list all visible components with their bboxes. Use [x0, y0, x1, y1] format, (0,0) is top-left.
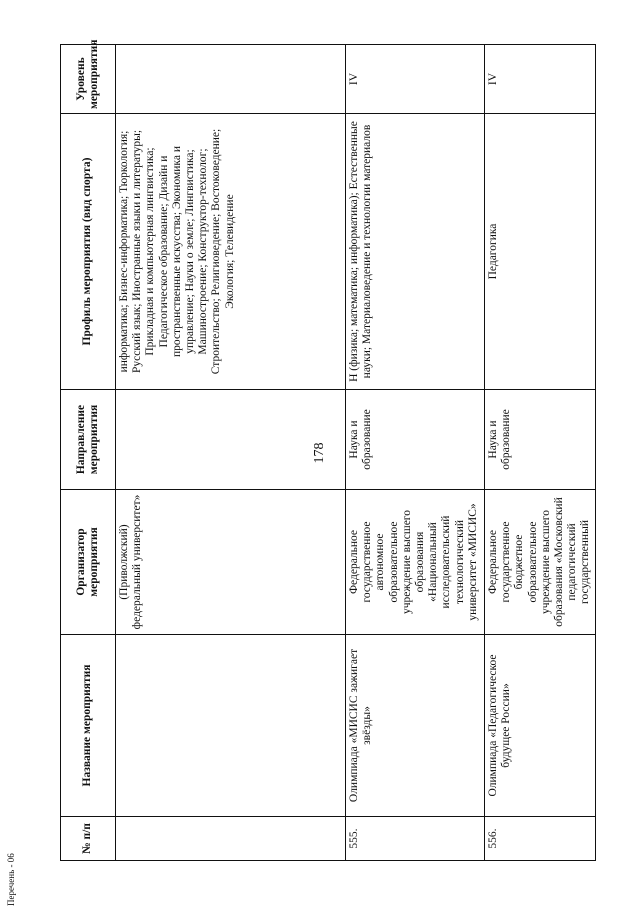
table-row — [346, 45, 485, 861]
header-profile: Профиль мероприятия (вид спорта) — [61, 114, 116, 390]
header-level: Уровень мероприятия — [61, 45, 116, 114]
header-direction: Направление мероприятия — [61, 390, 116, 490]
row-organizer: (Приволжский) федеральный университет» — [116, 490, 346, 635]
row-organizer: Федеральное государственное бюджетное образовательное учреждение высшего образования «Московский педагогический государственный — [485, 490, 596, 635]
row-profile: Педагогика — [485, 114, 596, 390]
row-name: Олимпиада «Педагогическое будущее России» — [485, 635, 596, 817]
row-level: IV — [346, 45, 485, 114]
row-direction: Наука и образование — [346, 390, 485, 490]
row-level — [116, 45, 346, 114]
header-name: Название мероприятия — [61, 635, 116, 817]
row-direction: Наука и образование — [485, 390, 596, 490]
row-organizer: Федеральное государственное автономное образовательное учреждение высшего образования «Национальный исследовательский технологический университет «МИСИС» — [346, 490, 485, 635]
row-num — [116, 817, 346, 861]
events-table-rotated — [60, 39, 592, 861]
footer-code: Перечень - 06 — [6, 853, 16, 906]
table-header-row — [61, 45, 116, 861]
row-name — [116, 635, 346, 817]
events-table — [60, 39, 596, 861]
row-num: 556. — [485, 817, 596, 861]
header-num: № п/п — [61, 817, 116, 861]
row-name: Олимпиада «МИСИС зажигает звёзды» — [346, 635, 485, 817]
table-row — [116, 45, 346, 861]
row-direction — [116, 390, 346, 490]
row-num: 555. — [346, 817, 485, 861]
row-level: IV — [485, 45, 596, 114]
events-table-wrapper — [60, 39, 592, 861]
table-row — [485, 45, 596, 861]
page-number: 178 — [312, 442, 327, 464]
row-profile: информатика; Бизнес-информатика; Тюркология; Русский язык; Иностранные языки и литературы; Прикладная и компьютерная лингвистика; Педагогическое образование; Дизайн и пространственные искусства; Экономика и управление; Науки о земле; Лингвистика; Машиностроение; Конструктор-технолог; Строительство; Религиоведение; Востоковедение; Экология; Телевидение — [116, 114, 346, 390]
row-profile: Н (физика; математика; информатика); Естественные науки; Материаловедение и технологии материалов — [346, 114, 485, 390]
header-organizer: Организатор мероприятия — [61, 490, 116, 635]
